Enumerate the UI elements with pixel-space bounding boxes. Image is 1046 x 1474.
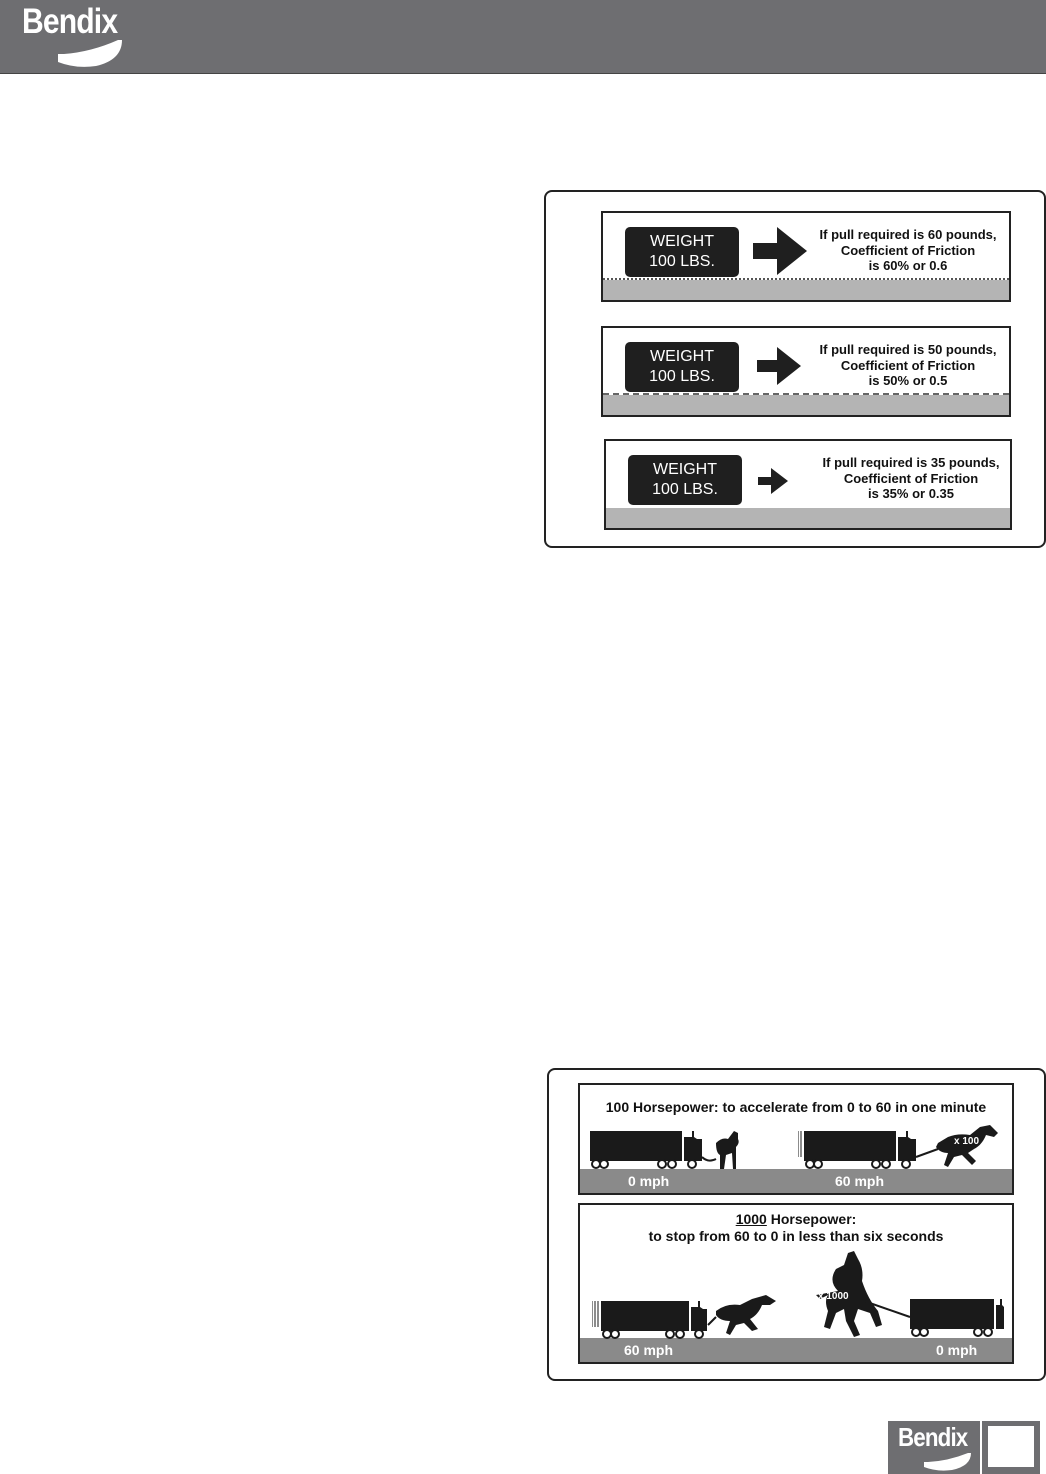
horsepower-figure xyxy=(547,1068,1046,1381)
truck-with-horse-stationary xyxy=(588,1129,748,1171)
header-logo-swoosh xyxy=(56,38,126,70)
page-number-area xyxy=(988,1426,1034,1467)
ground-surface xyxy=(606,508,1010,528)
friction-figure xyxy=(544,190,1046,548)
rough-surface-line xyxy=(603,278,1009,280)
friction-panel-50 xyxy=(601,326,1011,417)
weight-label: WEIGHT xyxy=(650,348,714,365)
stopping-panel xyxy=(578,1203,1014,1364)
moving-truck-with-horse xyxy=(592,1295,792,1341)
weight-block xyxy=(625,227,739,277)
footer-logo-swoosh xyxy=(922,1451,974,1473)
multiplier-label: x 100 xyxy=(954,1136,980,1147)
pull-arrow-icon xyxy=(751,225,809,277)
pull-arrow-icon xyxy=(755,345,803,387)
friction-description: If pull required is 35 pounds, Coefficient of Friction is 35% or 0.35 xyxy=(822,455,1000,501)
acceleration-title: 100 Horsepower: to accelerate from 0 to 60 in one minute xyxy=(605,1099,987,1115)
multiplier-label: x 1000 xyxy=(818,1291,849,1302)
weight-value: 100 LBS. xyxy=(652,481,718,498)
weight-block xyxy=(628,455,742,505)
speed-label-right: 0 mph xyxy=(936,1342,978,1358)
footer-logo: Bendix xyxy=(898,1422,968,1452)
footer-logo-box xyxy=(888,1421,980,1474)
friction-description: If pull required is 60 pounds, Coefficient of Friction is 60% or 0.6 xyxy=(819,227,997,273)
rough-surface-line xyxy=(603,393,1009,395)
speed-label-left: 60 mph xyxy=(624,1342,674,1358)
speed-label-left: 0 mph xyxy=(628,1173,670,1189)
truck-with-galloping-horse xyxy=(798,1123,1008,1171)
ground-surface xyxy=(603,280,1009,300)
stopping-subtitle: to stop from 60 to 0 in less than six seconds xyxy=(648,1228,944,1244)
stopping-title xyxy=(580,1211,1012,1228)
ground-surface xyxy=(603,395,1009,415)
horsepower-number: 1000 xyxy=(735,1211,767,1227)
horsepower-label: Horsepower: xyxy=(766,1211,857,1227)
weight-block xyxy=(625,342,739,392)
header-logo: Bendix xyxy=(22,2,118,41)
friction-description: If pull required is 50 pounds, Coefficient of Friction is 50% or 0.5 xyxy=(819,342,997,388)
weight-label: WEIGHT xyxy=(650,233,714,250)
friction-panel-60 xyxy=(601,211,1011,302)
pull-arrow-icon xyxy=(756,466,790,496)
acceleration-panel xyxy=(578,1083,1014,1195)
weight-value: 100 LBS. xyxy=(649,253,715,270)
header-bar xyxy=(0,0,1046,74)
friction-panel-35 xyxy=(604,439,1012,530)
weight-label: WEIGHT xyxy=(653,461,717,478)
weight-value: 100 LBS. xyxy=(649,368,715,385)
page-number-box xyxy=(982,1421,1040,1474)
speed-label-right: 60 mph xyxy=(835,1173,885,1189)
